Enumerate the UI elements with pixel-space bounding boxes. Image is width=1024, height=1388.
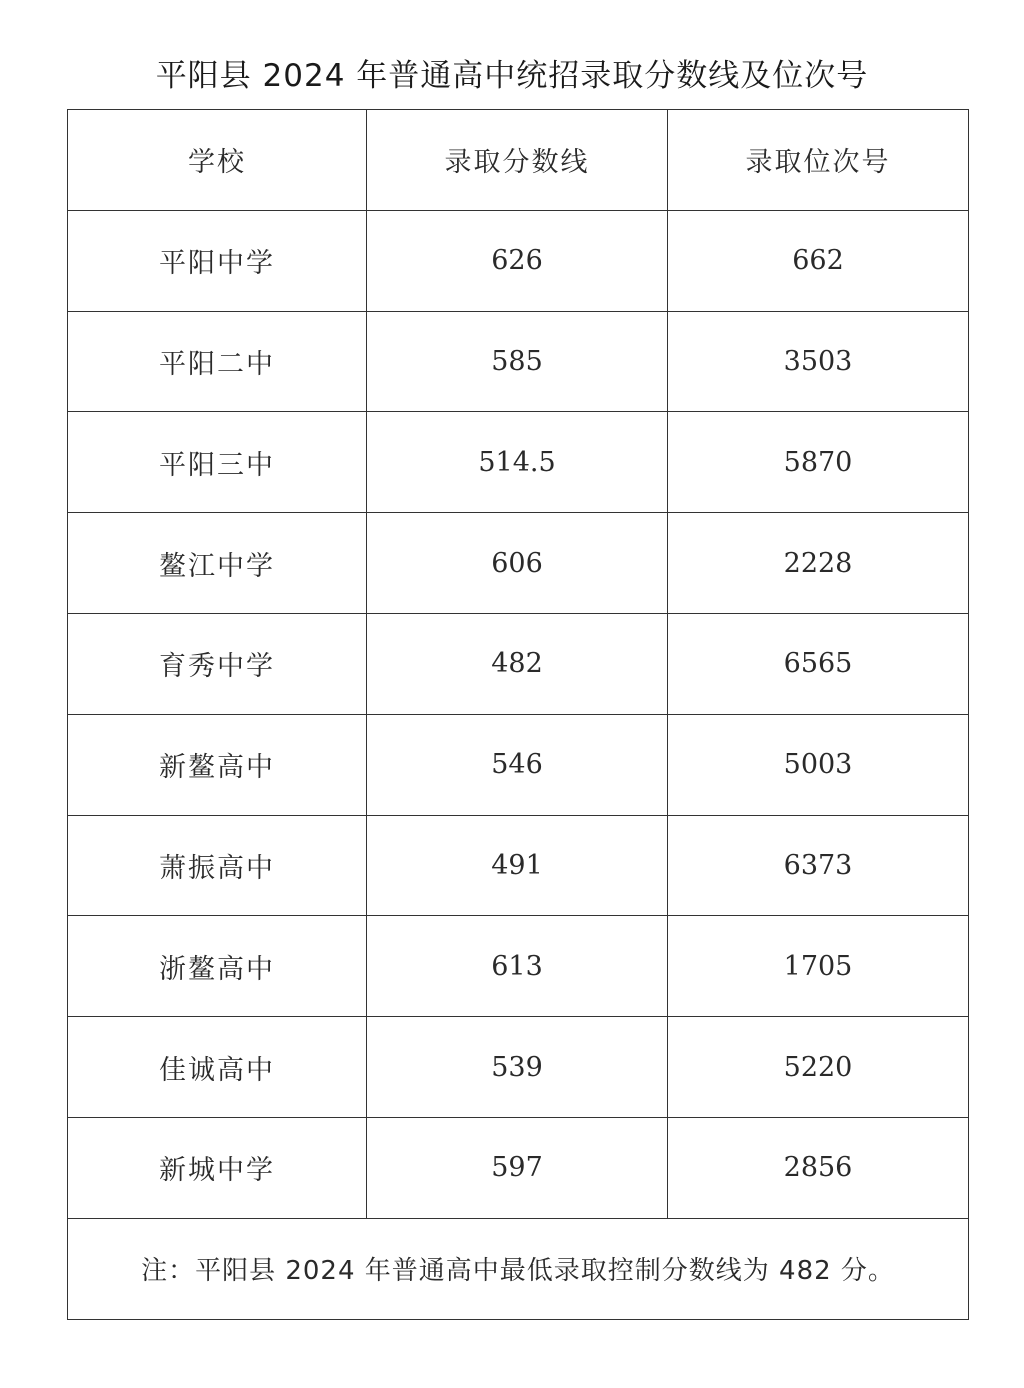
school-name: 新城中学: [68, 1117, 367, 1218]
rank-value: 1705: [668, 916, 969, 1017]
rank-value: 5003: [668, 714, 969, 815]
score-value: 514.5: [367, 412, 668, 513]
rank-value: 5220: [668, 1017, 969, 1118]
school-name: 鳌江中学: [68, 513, 367, 614]
table-row: [68, 210, 969, 311]
school-name: 平阳三中: [68, 412, 367, 513]
school-name: 新鳌高中: [68, 714, 367, 815]
footnote: 注：平阳县 2024 年普通高中最低录取控制分数线为 482 分。: [68, 1218, 969, 1319]
table-row: [68, 815, 969, 916]
table-row: [68, 714, 969, 815]
school-name: 平阳中学: [68, 210, 367, 311]
table-row: [68, 311, 969, 412]
table-row: [68, 613, 969, 714]
school-name: 平阳二中: [68, 311, 367, 412]
table-row: [68, 916, 969, 1017]
score-value: 585: [367, 311, 668, 412]
score-value: 626: [367, 210, 668, 311]
header-score: 录取分数线: [367, 110, 668, 211]
score-value: 546: [367, 714, 668, 815]
rank-value: 6565: [668, 613, 969, 714]
score-value: 613: [367, 916, 668, 1017]
rank-value: 5870: [668, 412, 969, 513]
table-row: [68, 1117, 969, 1218]
table-row: [68, 412, 969, 513]
rank-value: 2228: [668, 513, 969, 614]
score-value: 597: [367, 1117, 668, 1218]
school-name: 浙鳌高中: [68, 916, 367, 1017]
score-value: 482: [367, 613, 668, 714]
header-school: 学校: [68, 110, 367, 211]
score-value: 539: [367, 1017, 668, 1118]
rank-value: 2856: [668, 1117, 969, 1218]
school-name: 萧振高中: [68, 815, 367, 916]
table-header-row: [68, 110, 969, 211]
score-value: 491: [367, 815, 668, 916]
school-name: 佳诚高中: [68, 1017, 367, 1118]
note-row: [68, 1218, 969, 1319]
school-name: 育秀中学: [68, 613, 367, 714]
table-row: [68, 1017, 969, 1118]
rank-value: 3503: [668, 311, 969, 412]
admission-score-table: [67, 109, 969, 1320]
header-rank: 录取位次号: [668, 110, 969, 211]
rank-value: 6373: [668, 815, 969, 916]
page-title: 平阳县 2024 年普通高中统招录取分数线及位次号: [155, 58, 869, 94]
table-row: [68, 513, 969, 614]
score-value: 606: [367, 513, 668, 614]
rank-value: 662: [668, 210, 969, 311]
